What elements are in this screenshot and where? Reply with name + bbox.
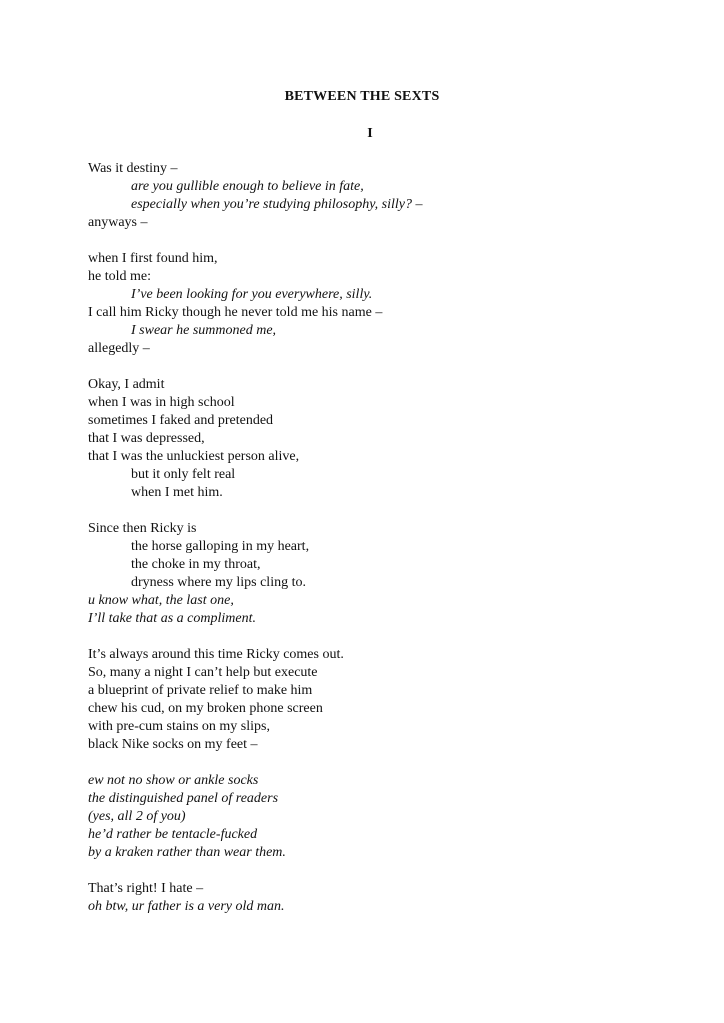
poem-line: allegedly – <box>88 341 150 356</box>
stanza-break <box>88 628 688 646</box>
poem-line: Since then Ricky is <box>88 521 197 536</box>
poem-line: Was it destiny – <box>88 161 178 176</box>
poem-line: oh btw, ur father is a very old man. <box>88 899 285 914</box>
stanza-break <box>88 502 688 520</box>
poem-line: he told me: <box>88 269 151 284</box>
poem-line: ew not no show or ankle socks <box>88 773 259 788</box>
stanza-break <box>88 358 688 376</box>
poem-line: the distinguished panel of readers <box>88 791 279 806</box>
poem-line: a blueprint of private relief to make him <box>88 683 313 698</box>
poem-line: chew his cud, on my broken phone screen <box>88 701 323 716</box>
poem-line: black Nike socks on my feet – <box>88 737 258 752</box>
poem-line: It’s always around this time Ricky comes out. <box>88 647 344 662</box>
stanza-break <box>88 232 688 250</box>
poem-line: that I was the unluckiest person alive, <box>88 449 300 464</box>
poem-line: the choke in my throat, <box>131 557 261 572</box>
poem-body <box>88 160 688 916</box>
section-number: I <box>367 126 373 141</box>
poem-line: when I first found him, <box>88 251 218 266</box>
stanza-break <box>88 754 688 772</box>
poem-line: the horse galloping in my heart, <box>131 539 310 554</box>
poem-line: I’ve been looking for you everywhere, silly. <box>131 287 373 302</box>
poem-line: with pre-cum stains on my slips, <box>88 719 270 734</box>
poem-line: That’s right! I hate – <box>88 881 204 896</box>
poem-line: dryness where my lips cling to. <box>131 575 306 590</box>
poem-line: when I met him. <box>131 485 223 500</box>
poem-line: Okay, I admit <box>88 377 165 392</box>
poem-line: that I was depressed, <box>88 431 205 446</box>
poem-line: when I was in high school <box>88 395 235 410</box>
poem-line: by a kraken rather than wear them. <box>88 845 286 860</box>
poem-line: sometimes I faked and pretended <box>88 413 274 428</box>
poem-title: BETWEEN THE SEXTS <box>284 89 440 104</box>
poem-line: but it only felt real <box>131 467 236 482</box>
poem-line: especially when you’re studying philosophy, silly? – <box>131 197 423 212</box>
poem-line: u know what, the last one, <box>88 593 234 608</box>
poem-line: anyways – <box>88 215 148 230</box>
poem-line: are you gullible enough to believe in fate, <box>131 179 364 194</box>
stanza-break <box>88 862 688 880</box>
poem-line: he’d rather be tentacle-fucked <box>88 827 258 842</box>
poem-line: So, many a night I can’t help but execute <box>88 665 318 680</box>
poem-line: I’ll take that as a compliment. <box>88 611 256 626</box>
poem-line: I swear he summoned me, <box>131 323 277 338</box>
poem-line: (yes, all 2 of you) <box>88 809 186 824</box>
poem-line: I call him Ricky though he never told me his name – <box>88 305 383 320</box>
